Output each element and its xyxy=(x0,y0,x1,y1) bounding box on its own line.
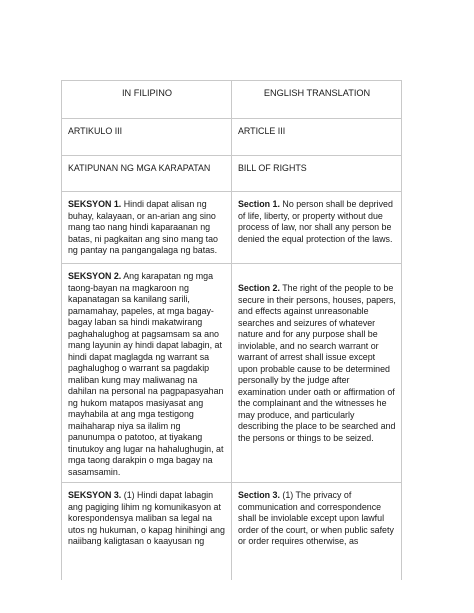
header-filipino: IN FILIPINO xyxy=(62,81,232,118)
cell-filipino: KATIPUNAN NG MGA KARAPATAN xyxy=(62,156,232,191)
section-heading: SEKSYON 1. xyxy=(68,199,122,209)
table-row xyxy=(62,192,401,264)
header-english: ENGLISH TRANSLATION xyxy=(263,88,371,98)
cell-filipino: ARTIKULO III xyxy=(62,119,232,155)
table-row xyxy=(62,156,401,192)
cell-english xyxy=(232,483,401,580)
table-row xyxy=(62,119,401,156)
cell-english xyxy=(232,192,401,263)
articles-table xyxy=(61,80,402,580)
section-heading: SEKSYON 2. xyxy=(68,271,122,281)
cell-filipino xyxy=(62,264,232,482)
cell-english: ARTICLE III xyxy=(238,126,286,136)
cell-english xyxy=(232,264,401,482)
section-text: Hindi dapat alisan ng buhay, kalayaan, or an-arian ang sino mang tao nang hindi kaparaanan ng batas, ni pagkaitan ang sino mang tao ng pantay na pangangalaga ng batas. xyxy=(68,199,218,255)
section-heading: Section 1. xyxy=(238,199,280,209)
section-text: No person shall be deprived of life, liberty, or property without due process of law, nor shall any person be denied the equal protection of the laws. xyxy=(238,199,393,244)
section-heading: Section 2. xyxy=(238,283,280,293)
section-text: Ang karapatan ng mga taong-bayan na magkaroon ng kapanatagan sa kanilang sarili, pamamahay, papeles, at mga bagay-bagay laban sa hindi makatwirang paghahalughog at pagsamsam sa ano mang layunin ay hindi dapat labagin, at hindi dapat maglagda ng warrant sa paghalughog o warrant sa pagdakip maliban kung may maliwanag na dahilan na personal na pagpapasyahan ng hukom matapos masiyasat ang mayhabila at ang mga testigong maihaharap niya sa ilalim ng panunumpa o patotoo, at tiyakang tinutukoy ang lugar na hahalughugin, at mga taong darakpin o mga bagay na sasamsamin. xyxy=(68,271,224,477)
section-text: (1) The privacy of communication and correspondence shall be inviolable except upon lawful order of the court, or when public safety or order requires otherwise, as xyxy=(238,490,394,546)
cell-filipino xyxy=(62,192,232,263)
section-heading: SEKSYON 3. xyxy=(68,490,122,500)
table-row xyxy=(62,264,401,483)
section-text: The right of the people to be secure in their persons, houses, papers, and effects against unreasonable searches and seizures of whatever nature and for any purpose shall be inviolable, and no search warrant or warrant of arrest shall issue except upon probable cause to be determined personally by the judge after examination under oath or affirmation of the complainant and the witnesses he may produce, and particularly describing the place to be searched and the persons or things to be seized. xyxy=(238,283,396,443)
table-row xyxy=(62,483,401,580)
table-header-row xyxy=(62,81,401,119)
cell-filipino xyxy=(62,483,232,580)
section-text: (1) Hindi dapat labagin ang pagiging lihim ng komunikasyon at korespondensya maliban sa legal na utos ng hukuman, o kapag hinihingi ang naiibang kaligtasan o kaayusan ng xyxy=(68,490,225,546)
cell-english: BILL OF RIGHTS xyxy=(238,163,307,173)
section-heading: Section 3. xyxy=(238,490,280,500)
